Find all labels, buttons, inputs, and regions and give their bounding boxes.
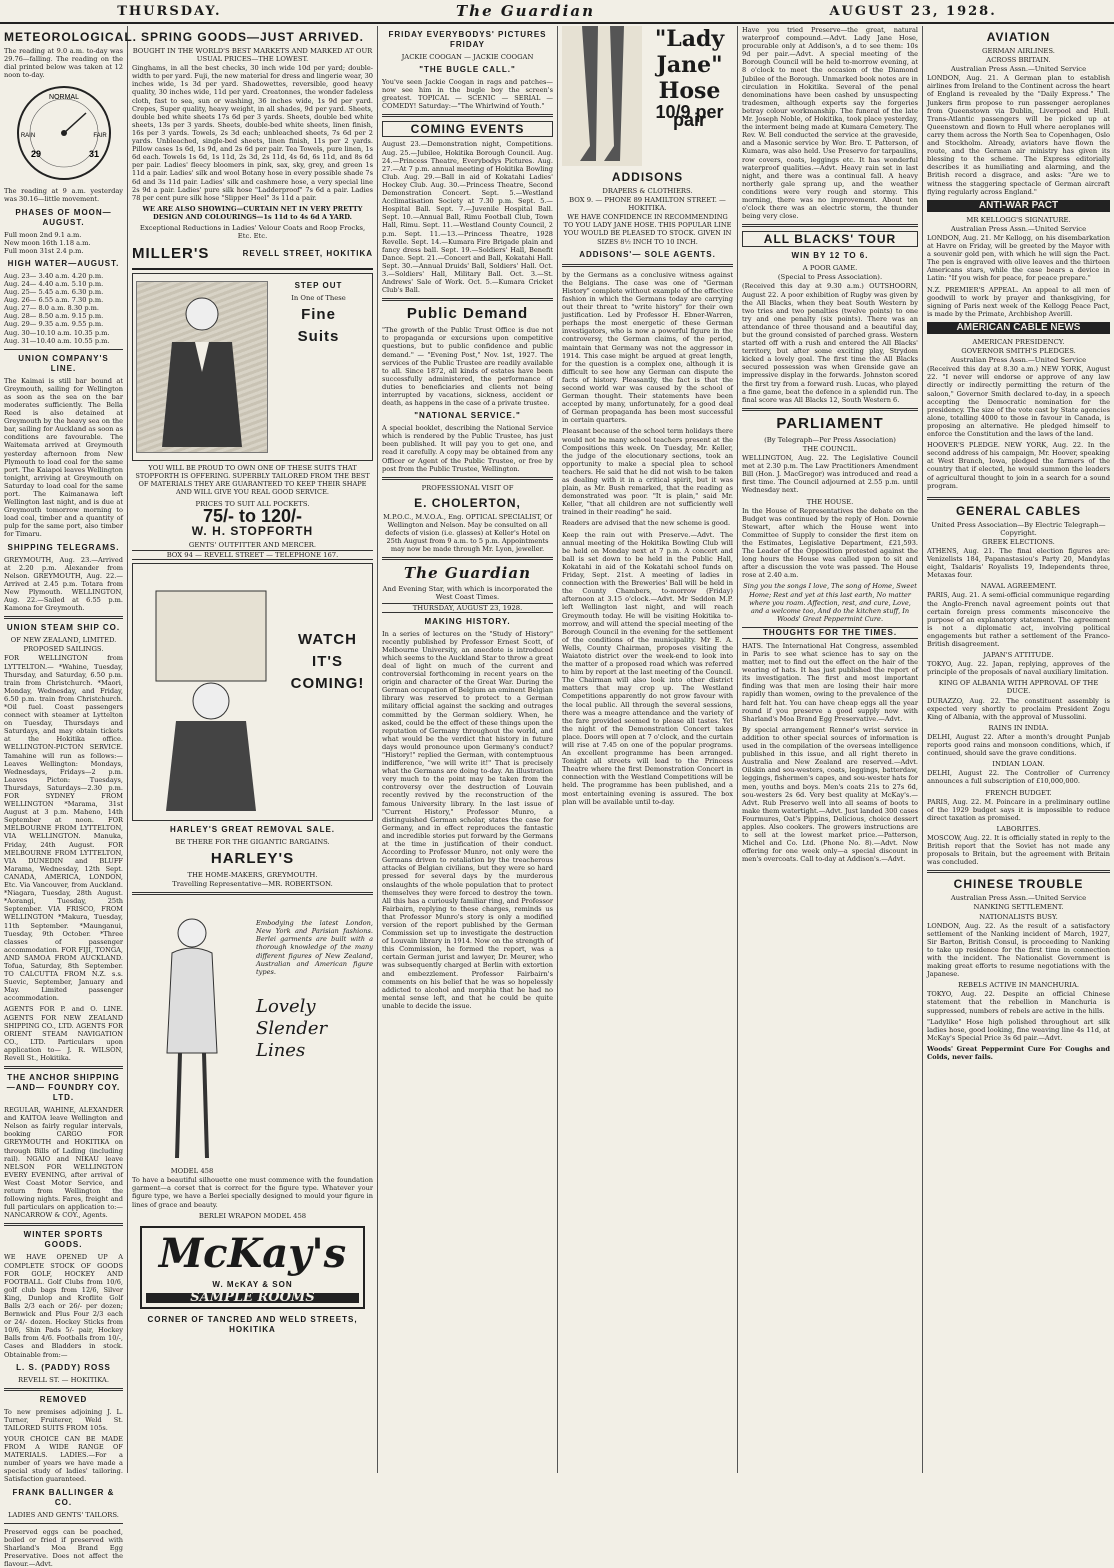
removed-title: REMOVED <box>39 1394 88 1404</box>
stopforth-sub: GENTS' OUTFITTER AND MERCER. <box>188 540 317 549</box>
pictures-text: You've seen Jackie Coogan in rags and patches—now see him in the bugle boy the screen's greatest. TOPICAL — SCENIC — SERIAL — COMEDY! Saturday:—"The Whirlwind of Youth." <box>382 78 553 111</box>
pictures-head: FRIDAY EVERYBODYS' PICTURES FRIDAY <box>388 30 547 49</box>
reading-yesterday: The reading at 9 a.m. yesterday was 30.16—little movement. <box>4 187 123 204</box>
step-out-line: Suits <box>297 328 340 346</box>
bugle-call: "THE BUGLE CALL." <box>419 65 516 75</box>
column-6 <box>923 26 1114 1473</box>
cholerton-text: M.P.O.C., M.V.O.A., Eng. OPTICAL SPECIALIST, Of Wellington and Nelson. May be consulted on all defects of vision (i.e. glasses) at Keller's Hotel on 25th August from 9 a.m. to 5 p.m. Appointments may now be made through Mr. Lyon, jeweller. <box>383 512 552 554</box>
coming-events-text: August 23.—Demonstration night, Competitions. Aug. 25.—Jubilee, Hokitika Borough Council. Aug. 24.—Princess Theatre, Everybodys Pictures. Aug. 27.—At 7 p.m. annual meeting of Hokitika Bowling Club. Aug. 29.—Ball in aid of Kokatahi Ladies' Hockey Club. Aug. 30.—Princess Theatre, Second Demonstration Concert. Sept. 5.—Westland Acclimatisation Society at 7.30 p.m. Sept. 5.—Hospital Ball. Sept. 7.—Juvenile Hospital Ball. Sept. 10.—Annual Ball, Rimu Football Club, Town Hall, Rimu. Sept. 11.—Westland County Council, 2 p.m. Sept. 11.—13.—Princess Theatre, 1928 Revelle. Sept. 14.—Kumara Fire Brigade plain and fancy dress ball. Sept. 19.—Soldiers' Hall, Benefit Dance. Sept. 21.—Concert and Ball, Kokatahi Hall. Sept. 30.—Annual Druids' Ball, Soldiers' Hall. Oct. 3.—Soldiers' Hall, Military Ball. Oct. 3.—St. Andrews' Sale of Work. Oct. 5.—Kumara Cricket Club's Ball. <box>382 140 553 295</box>
albania-title: KING OF ALBANIA WITH APPROVAL OF THE DUCE. <box>938 679 1099 696</box>
french-text: PARIS, Aug. 22. M. Poincare in a preliminary outline of the 1929 budget says it is impossible to reduce direct taxation as promised. <box>927 797 1110 822</box>
addisons-name: ADDISONS <box>611 170 684 184</box>
dial-word-fair: FAIR <box>92 133 107 140</box>
aviation-sub1: GERMAN AIRLINES. <box>982 47 1055 55</box>
agents-text: AGENTS FOR P. and O. LINE. AGENTS FOR NEW ZEALAND SHIPPING CO., LTD. AGENTS FOR ORIENT STEAM NAVIGATION CO., LTD. Particulars upon application to— J. R. WILSON, Revell St., Hokitika. <box>4 1005 123 1062</box>
dial-word-rain: RAIN <box>20 133 35 140</box>
uss-proposed: PROPOSED SAILINGS. <box>23 645 104 654</box>
american-title: AMERICAN CABLE NEWS <box>927 322 1110 334</box>
readers-text: Readers are advised that the new scheme is good. <box>562 519 731 528</box>
japan-title: JAPAN'S ATTITUDE. <box>983 651 1054 660</box>
watch-word: WATCH <box>298 630 357 648</box>
materials-text: YOUR CHOICE CAN BE MADE FROM A WIDE RANGE OF MATERIALS. LADIES.—For a number of years we have made a special study of ladies' tailoring. Satisfaction guaranteed. <box>4 1435 123 1484</box>
dial-needle <box>64 113 86 133</box>
moon-title: PHASES OF MOON—AUGUST. <box>15 207 112 227</box>
anti-war-title: ANTI-WAR PACT <box>927 200 1110 212</box>
harleys-sub: BE THERE FOR THE GIGANTIC BARGAINS. <box>175 837 330 846</box>
union-title: UNION COMPANY'S LINE. <box>18 353 109 373</box>
laborites-title: LABORITES. <box>996 824 1041 833</box>
harleys-rep: Travelling Representative—MR. ROBERTSON. <box>172 880 333 889</box>
mckay-ad <box>140 1226 365 1309</box>
addisons-text: WE HAVE CONFIDENCE IN RECOMMENDING TO YOU LADY JANE HOSE. THIS POPULAR LINE YOU WOULD BE PLEASED TO STOCK. GIVEN IN SIZES 8½ INCH TO 10 INCH. <box>563 213 732 246</box>
parliament-text: WELLINGTON, Aug. 22. The Legislative Council met at 2.30 p.m. The Law Practitioners Amendment Bill (Hon. J. MacGregor) was introduced and read a first time. The Council adjourned at 2.55 p.m. until Wednesday next. <box>742 454 918 495</box>
tide-row: Aug. 27— 8.0 a.m. 8.30 p.m. <box>4 304 99 313</box>
union-text: The Kaimai is still bar bound at Greymouth, sailing for Wellington as soon as the sea on the bar moderates sufficiently. The Bella Reed is also detained at Greymouth by the heavy sea on the bar, sailing for Auckland as soon as conditions are favourable. The Waitemata arrived at Greymouth yesterday afternoon from New Plymouth to load coal for the same port. The Kaiapoi leaves Wellington tonight, arriving at Greymouth on Saturday to load coal for the same port. The Kaimanawa left Wellington last night, and is due at Greymouth tomorrow morning to load coal, timber and a quantity of pulp for the same port, also timber for Timaru. <box>4 376 123 539</box>
general-source: United Press Association—By Electric Telegraph—Copyright. <box>931 520 1106 537</box>
lady-jane-price: 10/9 per pair <box>655 102 724 131</box>
dial-word-normal: NORMAL <box>48 94 79 102</box>
uss-text: FOR WELLINGTON from LYTTELTON.— *Wahine, Tuesday, Thursday, and Saturday, 6.50 p.m. train from Christchurch. *Maori, Monday, Wednesday, and Friday, 6.50 p.m. train from Christchurch. *Oil fuel. Coast passengers connect with steamer at Lyttelton on Tuesday, Thursdays and Saturdays, and may obtain tickets at the Hokitika office. WELLINGTON-PICTON SERVICE. Tamahine will run as follows:— Leaves Wellington: Mondays, Wednesdays, Fridays—2 p.m. Leaves Picton: Tuesdays, Thursdays, Saturdays—2.30 p.m. FOR SYDNEY FROM WELLINGTON *Marama, 31st August at 3 p.m. Maheno, 14th September at noon. FOR MELBOURNE FROM LYTTELTON, VIA WELLINGTON. Manuka, Friday, 24th August. FOR MELBOURNE FROM LYTTELTON, VIA DUNEDIN and BLUFF Marama, Wednesday, 12th Sept. CANADA, AMERICA, LONDON, Etc. Via Vancouver, from Auckland. *Niagara, Tuesday, 28th August. *Aorangi, Tuesday, 25th September. VIA FRISCO, FROM WELLINGTON *Makura, Tuesday, 11th September. *Maunganui, Tuesday, 9th October. *Three classes of passenger accommodation. FOR FIJI, TONGA, AND SAMOA FROM AUCKLAND. Tofua, Saturday, 8th September. TO CALCUTTA FROM N.Z. s.s. Suevic, September, January and May. Limited passenger accommodation. <box>4 654 123 1003</box>
shipping-title: SHIPPING TELEGRAMS. <box>7 542 120 552</box>
man-reading-illustration <box>136 571 286 811</box>
national-service-title: "NATIONAL SERVICE." <box>414 411 521 421</box>
masthead <box>0 0 1114 24</box>
uss-sub: OF NEW ZEALAND, LIMITED. <box>10 636 117 645</box>
tide-row: Aug. 24— 4.40 a.m. 5.10 p.m. <box>4 279 104 288</box>
mckay-logo: McKay's <box>158 1229 347 1277</box>
masthead-day: THURSDAY. <box>117 3 222 19</box>
watch-word: COMING! <box>290 674 365 692</box>
moon-row: Full moon 31st 2.4 p.m. <box>4 246 84 255</box>
kellogg-source: Australian Press Assn.—United Service <box>950 224 1087 233</box>
tide-row: Aug. 31—10.40 a.m. 10.55 p.m. <box>4 336 110 345</box>
column-2 <box>128 26 378 1473</box>
curtain-text: WE ARE ALSO SHOWING—CURTAIN NET IN VERY PRETTY DESIGN AND COLOURINGS—1s 11d to 4s 6d A YARD. <box>142 204 363 221</box>
local-notes: Keep the rain out with Preserve.—Advt. The annual meeting of the Hokitika Bowling Club will be held on Monday next at 7 p.m. A concert and ball is set down to be held in the Public Hall, Kokatahi in aid of the Kokatahi school funds on Friday, Sept. 21st. A meeting of ladies in connection with the Breweries' Ball will be held in the County Chambers, to-morrow (Friday) afternoon at 3.15 o'clock.—Advt. Mr Seddon M.P. left Wellington last night, and will reach Greymouth today. He will be visiting Hokitika to-morrow, and will attend the special meeting of the Borough Council in the evening for the settlement of the conditions of the municipality. Mr E. A. Wells, County Chairman, proposes visiting the Waiatoto district over the week-end to look into the matter of a proposed road which was referred to him by report at the last meeting of the Council. The Chairman will also look into other district matters that may crop up. The Westland Competitions apparently do not grow favour with the local public. All through the several sessions, there was a meagre attendance and the variety of the fare provided seemed to please all tastes. Yet the night of the Demonstration Concert takes place. Doors will open at 7 o'clock, and the curtain will rise at 7.45 on one of the popular programs. An excellent programme has been arranged. Tonight all streets will lead to the Princess Theatre where the first Demonstration Concert in connection with the Westland Competitions will be held. The programme has been published, and a most entertaining evening is assured. The box plan will be available until to-day. <box>562 530 733 806</box>
japan-text: TOKYO, Aug. 22. Japan, replying, approves of the principle of the proposals of naval auxiliary limitation. <box>927 660 1110 677</box>
mckay-line: W. McKAY & SON <box>212 1279 293 1289</box>
local-continued: Have you tried Preserve—the great, natural waterproof compound.—Advt. Lady Jane Hose, procurable only at Addison's, a d to see them: 10s 9d per pair.—Advt. A special meeting of the Borough Council will be held to-morrow evening, at 8 o'clock to meet the occasion of the Diamond Jubilee of the Borough. Unmarked book notes are in circulation in Hokitika. Several of the penal denominations have been cashed by unsuspecting tradesmen, although experts say the forgeries betray colour workmanship. The funeral of the late Mr. Joseph Noble, of Hokitika, took place yesterday, the interment being made at Kumara Cemetery. The Rev. W. Bell conducted the service at the graveside, and a Masonic service by Wor. Bro. T. Patterson, of Kumara, was also held. Use Preservo for tarpaulins, row covers, coats, leggings etc. It has wonderful waterproof qualities.—Advt. Heavy rain set in last night, and there was a continual fall. A heavy northerly gale sprang up, and the weather conditions were very rough and stormy. This morning, there was no improvement. About ten o'clock there was an electric storm, the thunder being very close. <box>742 26 918 221</box>
greek-title: GREEK ELECTIONS. <box>982 537 1055 546</box>
aviation-text: LONDON, Aug. 21. A German plan to establish airlines from Ireland to the Continent across the heart of England is revealed by the "Daily Express." The Junkers firm propose to run passenger aeroplanes from Queenstown via Dublin, Liverpool and Hull. Trans-Atlantic passengers will be picked up at Queenstown and flown to Hull where aeroplanes will carry them across the North Sea to Copenhagen, Oslo and Stockholm. Already, aviators have flown the route, and the German air ministry has given its blessing to the scheme. The Express editorially describes it as humiliating and alarming, and the British record a disgrace, and asks: "Are we to witness the staggering spectacle of German aircraft flying regularly across England." <box>927 74 1110 196</box>
addisons-box: BOX 9. — PHONE 89 HAMILTON STREET. — HOKITIKA. <box>569 196 726 213</box>
nanking-title: NANKING SETTLEMENT. <box>973 903 1064 912</box>
manchuria-text: TOKYO, Aug. 22. Despite an official Chinese statement that the rebellion in Manchuria is suppressed, numbers of rebels are active in the hills. <box>927 990 1110 1015</box>
ladylike-text: "Ladylike" Hose high polished throughout art silk ladies hose, good looking, fine weaving line 4s 11d, at McKay's Special Price 3s 6d pair.—Advt. <box>927 1017 1110 1042</box>
anchor-text: REGULAR, WAHINE, ALEXANDER and KAITOA leave Wellington and Nelson as fairly regular intervals, booking CARGO FOR GREYMOUTH and HOKITIKA on through Bills of Lading (including rail). NGAIO and NIKAU leave NELSON FOR WELLINGTON EVERY EVENING, after arrival of West Coast Motor Service, and return from Wellington the following nights. Fares, freight and full particulars on application to:— NANCARROW & COY., Agents. <box>4 1106 123 1220</box>
smith-title: GOVERNOR SMITH'S PLEDGES. <box>961 347 1076 356</box>
harleys-name: HARLEY'S <box>210 850 295 867</box>
tide-title: HIGH WATER—AUGUST. <box>7 258 120 268</box>
french-title: FRENCH BUDGET. <box>985 788 1052 797</box>
mckay-banner: SAMPLE ROOMS <box>146 1293 359 1303</box>
mckay-corner: CORNER OF TANCRED AND WELD STREETS, HOKITIKA <box>147 1314 358 1334</box>
column-3 <box>378 26 558 1473</box>
tide-row: Aug. 28— 8.50 a.m. 9.15 p.m. <box>4 312 104 321</box>
exceptional-text: Exceptional Reductions in Ladies' Velour Coats and Roop Frocks, Etc. Etc. <box>139 223 366 241</box>
tide-row: Aug. 25— 5.45 a.m. 6.30 p.m. <box>4 288 104 297</box>
anchor-title: THE ANCHOR SHIPPING —AND— FOUNDRY COY. LTD. <box>6 1073 121 1103</box>
chinese-text: LONDON, Aug. 22. As the result of a satisfactory settlement of the Nanking incident of March, 1927, Sir Barton, British Consul, is proceeding to Nanking to take up residence for the first time in connection with the incident. The Nationalist Government is making great efforts to resume negotiations with the Japanese. <box>927 921 1110 979</box>
spring-sub: BOUGHT IN THE WORLD'S BEST MARKETS AND MARKED AT OUR USUAL PRICES—THE LOWEST. <box>132 47 373 64</box>
thoughts-title: THOUGHTS FOR THE TIMES. <box>742 627 918 639</box>
nationalists: NATIONALISTS BUSY. <box>979 912 1058 921</box>
met-title: METEOROLOGICAL. <box>4 30 137 44</box>
stopforth-text: YOU WILL BE PROUD TO OWN ONE OF THESE SUITS THAT STOPFORTH IS OFFERING. SUPERBLY TAILORED FROM THE BEST OF MATERIALS THEY ARE GUARANTEED TO KEEP THEIR SHAPE AND WILL GIVE YOU REAL GOOD SERVICE. <box>135 464 370 497</box>
stopforth-name: W. H. STOPFORTH <box>191 523 314 538</box>
guardian-sub: And Evening Star, with which is incorporated the West Coast Times. <box>382 585 553 602</box>
indian-loan-text: DELHI, August 22. The Controller of Currency announces a full subscription of £10,000,000. <box>927 769 1110 786</box>
prof-visit-title: PROFESSIONAL VISIT OF <box>421 483 514 492</box>
step-out-line: Fine <box>301 306 336 324</box>
ballinger-sub: LADIES AND GENTS' TAILORS. <box>8 1510 119 1519</box>
embodying-text: Embodying the latest London, New York and Parisian fashions. Berlei garments are built with a thorough knowledge of the many different figures of New Zealand, Australian and American figure types. <box>256 919 373 976</box>
parliament-sub: (By Telegraph—Per Press Association) <box>764 435 896 444</box>
all-blacks-game: A POOR GAME. <box>802 264 858 273</box>
spring-title: SPRING GOODS—JUST ARRIVED. <box>141 30 364 44</box>
harleys-sub2: THE HOME-MAKERS, GREYMOUTH. <box>187 871 318 879</box>
moon-row: New moon 16th 1.18 a.m. <box>4 238 91 247</box>
greek-text: ATHENS, Aug. 21. The final election figures are: Venizelists 184, Papanastasiou's Party 20, Mandylas eight, Tsaldaris' Royalists 19, Independents three, Metaxas four. <box>927 546 1110 580</box>
column-5 <box>738 26 923 1473</box>
all-blacks-sub: WIN BY 12 TO 6. <box>791 251 869 261</box>
india-text: DELHI, August 22. After a month's drought Punjab reports good rains and monsoon conditions, which, if continued, should save the grave conditions. <box>927 732 1110 758</box>
masthead-paper: The Guardian <box>456 2 595 20</box>
hoover-text: HOOVER'S PLEDGE. NEW YORK, Aug. 22. In the second address of his campaign, Mr. Hoover, speaking at West Branch, Iowa, pledged the farmers of the country that if elected, he would summon the leaders of agricultural thought to join in a search for a sound program. <box>927 441 1110 490</box>
smith-text: (Received this day at 8.30 a.m.) NEW YORK, August 22. "I never will endorse or approve of any law directly or indirectly permitting the return of the saloon," Governor Smith declared to-day, in a speech accepting the Democratic nomination for the presidency. The size of the vote cast by State agencies alone, totalling 4000 to those in favour in Canada, is proposing an alternative. He pledged himself to enforce the Constitution and the laws of the land. <box>927 365 1110 439</box>
all-blacks-text: (Received this day at 9.30 a.m.) OUTSHOORN, August 22. A poor exhibition of Rugby was given by the All Blacks, when they beat South Western by two tries and two penalties (twelve points) to one try and one penalty (six points). There was an attendance of three thousand and a beautiful day, but the ground consisted of parched grass. Western started off with a rush and entered the All Blacks' territory, but after some exciting play, Strydom kicked a lovely goal. The first time the All Blacks secured possession was when Grenside gave an impressive display in the forwards. Johnston scored the first try from a forward rush. Lucas, who played a fine game, beat the defence in a splendid run. The final score was All Blacks 12, South Western 6. <box>742 282 918 404</box>
song-text: Sing you the songs I love, The song of Home, Sweet Home; Rest and yet at this last earth, No matter where you roam. Affection, rest, and cure, Love, and a welcome too, And do the kitchen stuff, In Woods' Great Peppermint Cure. <box>743 582 917 623</box>
naval-title: NAVAL AGREEMENT. <box>980 582 1057 591</box>
kellogg-signature: MR KELLOGG'S SIGNATURE. <box>966 215 1071 224</box>
all-blacks-source: (Special to Press Association). <box>777 273 883 282</box>
chinese-source: Australian Press Assn.—United Service <box>950 894 1087 903</box>
ross-address: REVELL ST. — HOKITIKA. <box>18 1375 109 1384</box>
thoughts-text: HATS. The International Hat Congress, assembled in Paris to see what science has to say on the matter, met to find out the effect on the hair of the wearing of hats. It has just published the report of its investigation. The first and most important finding was that men are losing their hair more rapidly than women, owing to the prevalence of the hard felt hat. You can have cheap eggs all the year round if you preserve a good supply now with Sharland's Moa Brand Egg Preservative.—Advt. <box>742 641 918 723</box>
shipping-text: GREYMOUTH, Aug. 23.—Arrived at 2.20 p.m. Alexander from Nelson. GREYMOUTH, Aug. 22.—Arrived at 2.45 p.m. Totara from New Plymouth. WELLINGTON, Aug. 22.—Sailed at 6.55 p.m. Kamona for Greymouth. <box>4 555 123 613</box>
peppermint-text: Woods' Great Peppermint Cure For Coughs and Colds, never fails. <box>927 1044 1110 1062</box>
national-service-text: A special booklet, describing the National Service which is rendered by the Public Trustee, has just been published. It will pay you to get one, and read it carefully. A copy may be obtained from any Officer or Agent of the Public Trustee, or free by post from the Public Trustee, Wellington. <box>382 424 553 473</box>
american-sub: AMERICAN PRESIDENCY. <box>972 338 1065 346</box>
tide-row: Aug. 26— 6.55 a.m. 7.30 p.m. <box>4 296 104 305</box>
pleasant-text: Pleasant because of the school term holidays there would not be many school teachers present at the Compositions this week. On Tuesday, Mr. Keller, the judge of the elocutionary sections, took an opportunity to make a special plea to school teachers. He said that he did not wish to be taken as dealing with it in a critical spirit, but it was plain, as Mr. Bush remarked, that the reading as demonstrated was poor. "It is plain," said Mr. Keller, "that all children are not sufficiently well trained in their reading" he said. <box>562 427 733 517</box>
public-demand-text: "The growth of the Public Trust Office is due not to propaganda or excursions upon competitive questions, but to public confidence and public demand." — "Evening Post," Nov. 1st, 1927. The services of the Public Trustee are readily available to all. Since 1872, all kinds of estates have been successfully administered, the performance of duties to beneficiaries and clients not being interrupted by vacations, sickness, accident or death, as happens in the case of a private trustee. <box>382 326 553 408</box>
prices-label: PRICES TO SUIT ALL POCKETS. <box>195 499 310 508</box>
removed-text: To new premises adjoining J. L. Turner, Fruiterer, Weld St. TAILORED SUITS FROM 105s. <box>4 1407 123 1432</box>
winter-text: WE HAVE OPENED UP A COMPLETE STOCK OF GOODS FOR GOLF, HOCKEY AND FOOTBALL. Golf Clubs from 10/6, golf club bags from 12/6, Silver King, Dunlop and Kroflite Golf Balls 2/3 each or 26/- per dozen; Bernwick and Plus Four 2/3 each or 24/- dozen. Hockey Sticks from 10/6, Shin Pads 5/- pair, Hockey Balls from 4/6. Footballs from 10/-, Cases and Bladders in stock. Obtainable from:— <box>4 1253 123 1359</box>
coming-events-title: COMING EVENTS <box>382 121 553 137</box>
suit-illustration <box>136 281 268 453</box>
millers-name: MILLER'S <box>132 245 210 263</box>
step-out-line: In One of These <box>291 294 346 303</box>
premier-text: N.Z. PREMIER'S APPEAL. An appeal to all men of goodwill to work by prayer and thanksgiving, for signing of Paris next week of the Kellogg Peace Pact, is made by the Primate, Archbishop Averill. <box>927 285 1110 318</box>
tide-row: Aug. 30—10.10 a.m. 10.35 p.m. <box>4 328 110 337</box>
parliament-title: PARLIAMENT <box>776 414 884 432</box>
uss-title: UNION STEAM SHIP CO. <box>6 623 121 633</box>
public-demand-title: Public Demand <box>406 305 529 323</box>
house-title: THE HOUSE. <box>806 497 854 506</box>
lady-jane-title: "Lady Jane" Hose <box>654 26 725 104</box>
making-history-text: In a series of lectures on the "Study of History" recently published by Professor Ernest Scott, of Melbourne University, an anecdote is introduced which seems to the Auckland Star to throw a great deal of light on much of the current and controversial forthcoming in recent years on the origin and character of the Great War. During the German occupation of Belgium an eminent Belgian library was reserved to protect to a German military official against the sacking and outrages committed by the German soldiery. When, he asked, could be the effect of these things upon the reputation of Germany throughout the world, and what would be the verdict that history in future days would pronounce upon Germany's conduct? "History!" replied the German, with contemptuous indifference, "we will write it!" That is precisely what the Germans are doing to-day. An illustration very much to the point may be taken from the controversy over the destruction of Louvain recently revived by the reconstruction of the famous University library. In the last issue of "Current History," Professor Munro, a distinguished German scholar, states the case for Germany, and in effect reproduces the fantastic and incredible stories put forward by the Germans at the time in justification of their conduct. According to Professor Munro, not only were the Germans driven to retaliation by the treacherous attacks of Belgian civilians, but they were so hard pressed for several days by the murderous onslaughts of the whole population that to protect themselves they were forced to destroy the town. All this has a curiously familiar ring, and Professor Fairbairn, replying to these charges, reminds us that Professor Munro's story is only a modified version of the report published by the German Commission set up to investigate the destruction of Louvain library in 1914. Now on the strength of this Commission, he formed the report, was a certain German jurist and lawyer, Dr. Meurer, who was subsequently charged at Berlin with extortion and embezzlement. Professor Fairbairn's comments on his belief that he was so hopelessly addicted to alcohol and morphia that he had no mental sense left, and that he could be quite unable to decide the issue. <box>382 629 554 1010</box>
chinese-trouble-title: CHINESE TROUBLE <box>953 877 1084 892</box>
dial-num-31: 31 <box>88 149 99 160</box>
met-text: The reading at 9.0 a.m. to-day was 29.76—falling. The reading on the dial printed below was taken at 12 noon to-day. <box>4 47 123 80</box>
barometer-dial <box>14 83 114 183</box>
laborites-text: MOSCOW, Aug. 22. It is officially stated in reply to the British report that the Soviet has not made any proposals to Britain, but the agreement with Britain was concluded. <box>927 833 1110 867</box>
manchuria-title: REBELS ACTIVE IN MANCHURIA. <box>957 981 1080 990</box>
millers-address: REVELL STREET, HOKITIKA <box>242 249 373 259</box>
all-blacks-title: ALL BLACKS' TOUR <box>742 231 918 247</box>
india-title: RAINS IN INDIA. <box>988 723 1049 732</box>
step-out-line: STEP OUT <box>294 281 343 291</box>
winter-title: WINTER SPORTS GOODS. <box>23 1230 104 1250</box>
addisons-sub: DRAPERS & CLOTHIERS. <box>602 187 693 195</box>
eggs-text: Preserved eggs can be poached, boiled or fried if preserved with Sharland's Moa Brand Egg Preservative. Does not affect the flavour.—Advt. <box>4 1527 123 1568</box>
guardian-date: THURSDAY, AUGUST 23, 1928. <box>382 603 553 613</box>
berlei-model: BERLEI WRAPON MODEL 458 <box>198 1211 307 1220</box>
ross-name: L. S. (PADDY) ROSS <box>16 1362 111 1372</box>
lovely-word: Slender <box>256 1017 328 1039</box>
moon-row: Full moon 2nd 9.1 a.m. <box>4 230 82 239</box>
aviation-source: Australian Press Assn.—United Service <box>950 65 1087 74</box>
house-text: In the House of Representatives the debate on the Budget was continued by the reply of Hon. Downie Stewart, after which the House went into Committee of Supply to consider the first item on the Estimates, Legislative Department, £21,593. The Leader of the Opposition protested against the long hours the House was called upon to sit and after a discussion the vote was passed. The House rose at 2.40 a.m. <box>742 506 918 580</box>
pictures-star: JACKIE COOGAN — JACKIE COOGAN <box>401 53 534 61</box>
berlei-text: To have a beautiful silhouette one must commence with the foundation garment—a corset that is correct for the figure type. Whatever your figure type, we have a Berlei specially designed to mould your figure in lines of grace and beauty. <box>132 1176 373 1209</box>
parliament-council: THE COUNCIL. <box>802 444 858 453</box>
column-4 <box>558 26 738 1473</box>
albania-text: DURAZZO, Aug. 22. The constituent assembly is expected very shortly to proclaim President Zogu King of Albania, with the approval of Mussolini. <box>927 696 1110 721</box>
making-history-title: MAKING HISTORY. <box>424 616 511 626</box>
stopforth-box: BOX 94 — REVELL STREET — TELEPHONE 167. <box>132 550 373 560</box>
general-cables-title: GENERAL CABLES <box>955 503 1082 518</box>
aviation-title: AVIATION <box>986 30 1051 44</box>
ballinger-name: FRANK BALLINGER & CO. <box>12 1487 115 1507</box>
cholerton-name: E. CHOLERTON, <box>414 495 521 510</box>
spring-text: Ginghams, in all the best checks, 30 inch wide 10d per yard; double-width to per yard. Fuji, the new material for dress and lingerie wear, 30 inches wide, 1s 3d per yard. Shadowettes, reversible, good heavy quality, 30 inches wide, 11d per yard. Creatonnes, the wonder fadeless cloth, fast to sea, sun or washing, 36 inches wide, 1s 9d per yard. Crepes, Super quality, heavy weight, in all shades, 9d per yard. Sheets, double bed white sheets 17s 6d per 3 yards. Sheets, double bed white sheets, 13s per 3 yards. Sheets, double-bed white sheets, linen finish, 16s per 3 yards. Towels, 2s 3d each; unbleached sheets, 7s 6d per 2 yards. Unbleached, single-bed sheets, linen finish, 11s per 2 yards. Pillow cases 1s 6d, 1s 9d, and 2s 6d per pair. Tea Towels, pure linen, 1s 6d each. Towels 1s 6d, 1s 11d, 2s 3d, 2s 11d, 4s 6d, 6s 11d, and 8s 6d per pair. Ladies' fleecy bloomers in pink, sax, sky, grey, and green 1s 11d a pair. Ladies' silk and wool Botany hose in every possible shade 7s 6d and 3s 11d pair. Ladies' silk and cashmere hose, a very special line 2s 9d a pair. Ladies' pure silk hose "Ladderproof" 7s 6d a pair. Ladies 78 per cent pure silk hose "Slipper Heel" 3s 11d a pair. <box>132 64 373 202</box>
addisons-sole: ADDISONS'— SOLE AGENTS. <box>579 249 716 259</box>
history-continued: by the Germans as a conclusive witness against the Belgians. The case was one of "German History" complete without example of the effective fashion in which the Germans today are carrying out their threat to "write history" for their own justification. Led by Professor H. Ebner-Warren, perhaps the most energetic of these German investigators, who is now a powerful figure in the controversy, the German claims, of the period, maintain that Germany was not the aggressor in 1914. This case might be argued at great length, for the question is a complex one, although it is difficult to see how any German can dispute the facts of history. Pleasantly, the fact is that the second world war was caused by the school of German thought. Their statements have been accepted by many, unfortunately, for a good deal of German propaganda has been most successful in certain quarters. <box>562 270 733 425</box>
smith-source: Australian Press Assn.—United Service <box>950 356 1087 365</box>
masthead-date: AUGUST 23, 1928. <box>829 3 997 19</box>
harleys-line: HARLEY'S GREAT REMOVAL SALE. <box>169 824 336 834</box>
tide-row: Aug. 29— 9.35 a.m. 9.55 p.m. <box>4 320 104 329</box>
kellogg-text: LONDON, Aug. 21. Mr Kellogg, on his disembarkation at Havre on Friday, will be greeted by the Mayor with a souvenir gold pen, with which he will sign the Pact. The pen is engraved with olive leaves and the thirteen Americans stars, while the case bears a device in Latin: "If you wish for peace, for peace prepare." <box>927 233 1110 283</box>
tide-row: Aug. 23— 3.40 a.m. 4.20 p.m. <box>4 271 104 280</box>
watch-word: IT'S <box>312 652 343 670</box>
lovely-word: Lovely <box>256 995 316 1017</box>
stopforth-price: 75/- to 120/- <box>202 505 303 526</box>
lovely-word: Lines <box>256 1039 306 1061</box>
guardian-title: The Guardian <box>404 564 531 583</box>
special-text: By special arrangement Renner's wrist service in addition to other special sources of information is used in the compilation of the overseas intelligence published in this issue, and all right thereto in Australia and New Zealand are reserved.—Advt. Oilskin and sou-westers, coats, leggings, batterdaw, leggings, fishermen's capes, and sou-wester hats for men, youths and boys. Men's coats 21s to 27s 6d, sou-westers 2s 6d. Very best quality at McKay's.—Advt. Rub Preservo well into all seams of boots to make them watertight.—Advt. Just landed 300 cases Fourmures, Oat's Pippins, Delicious, choice dessert apples. Also cookers. The growers instructions are to sell at the lowest market price.—Patterson, Michel and Co. Ltd. (Phone No. 8).—Advt. Now offering for one week only—a special discount in men's overcoats. Call to-day at Addison's.—Advt. <box>742 725 918 864</box>
aviation-sub2: ACROSS BRITAIN. <box>986 56 1051 65</box>
naval-text: PARIS, Aug. 21. A semi-official communique regarding the Anglo-French naval agreement points out that certain foreign press comments misconceive the purpose of an explanatory statement. The agreement is not a diplomatic act, involving political engagements but rather a settlement of the Franco-British disagreement. <box>927 591 1110 648</box>
dial-num-29: 29 <box>30 149 41 160</box>
hose-legs-illustration <box>562 26 642 166</box>
column-1 <box>0 26 137 1568</box>
corset-figure-illustration <box>132 903 252 1163</box>
indian-loan-title: INDIAN LOAN. <box>992 760 1045 769</box>
model-caption: MODEL 458 <box>170 1167 214 1176</box>
